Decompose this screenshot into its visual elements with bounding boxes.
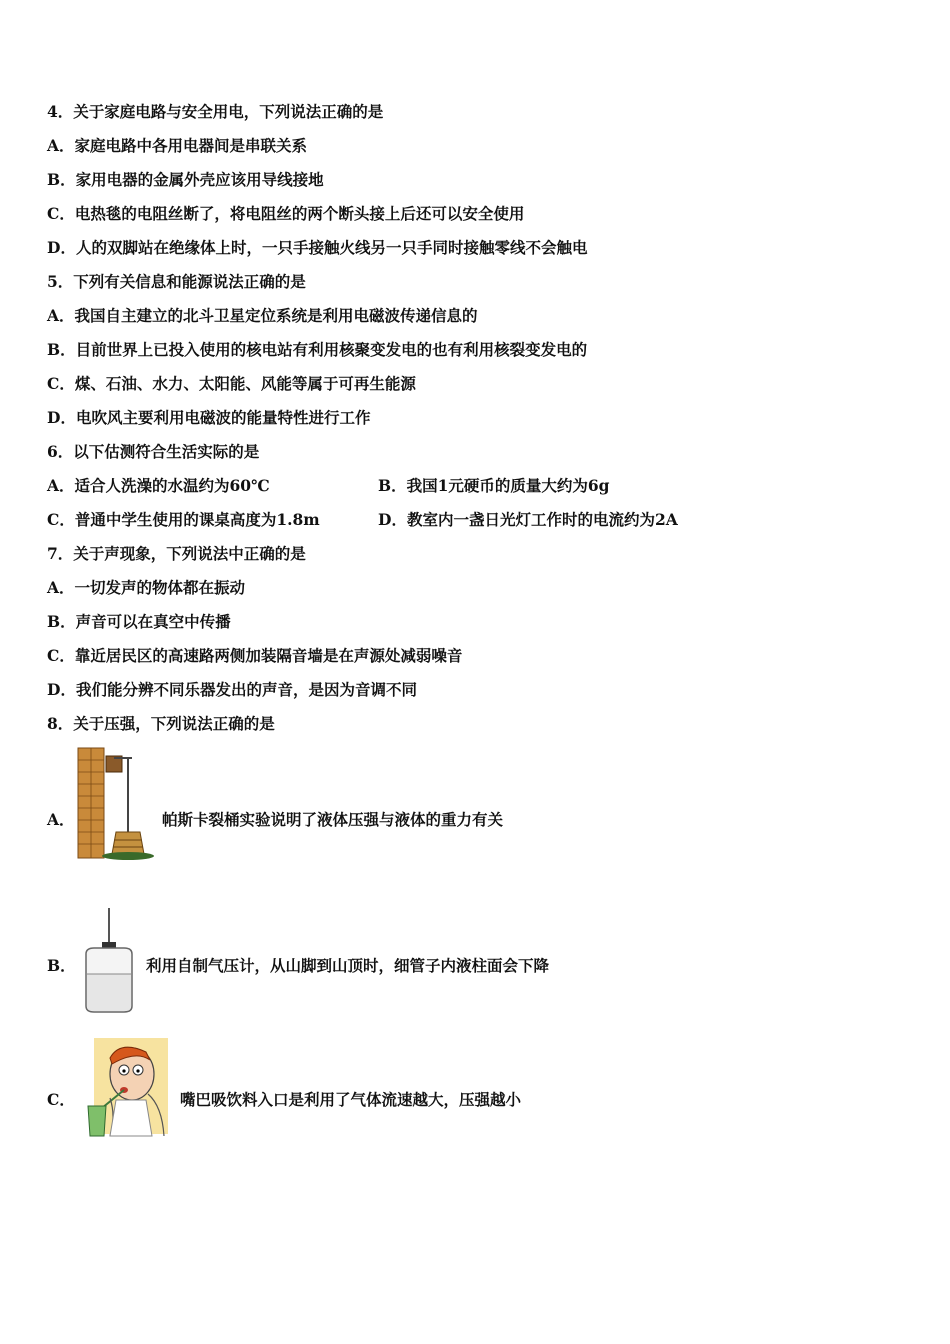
q7-stem: 7．关于声现象，下列说法中正确的是 xyxy=(47,544,306,563)
q5-stem: 5．下列有关信息和能源说法正确的是 xyxy=(47,272,306,291)
q7-option-d: D．我们能分辨不同乐器发出的声音，是因为音调不同 xyxy=(47,680,417,699)
q7-option-c: C．靠近居民区的高速路两侧加装隔音墙是在声源处减弱噪音 xyxy=(47,646,463,665)
pascal-barrel-illustration xyxy=(76,746,156,862)
q4-stem: 4．关于家庭电路与安全用电，下列说法正确的是 xyxy=(47,102,384,121)
q4-option-d: D．人的双脚站在绝缘体上时，一只手接触火线另一只手同时接触零线不会触电 xyxy=(47,238,588,257)
q8-option-a-text: 帕斯卡裂桶实验说明了液体压强与液体的重力有关 xyxy=(162,810,504,829)
q6-option-a: A．适合人洗澡的水温约为60℃ xyxy=(47,476,270,495)
q8-stem: 8．关于压强，下列说法正确的是 xyxy=(47,714,275,733)
q7-option-b: B．声音可以在真空中传播 xyxy=(47,612,231,631)
q6-option-b: B．我国1元硬币的质量大约为6g xyxy=(378,476,610,495)
q5-option-d: D．电吹风主要利用电磁波的能量特性进行工作 xyxy=(47,408,371,427)
q4-option-b: B．家用电器的金属外壳应该用导线接地 xyxy=(47,170,324,189)
q8-option-c-letter: C． xyxy=(47,1090,75,1109)
homemade-barometer-illustration xyxy=(80,906,138,1016)
q6-option-d: D．教室内一盏日光灯工作时的电流约为2A xyxy=(378,510,678,529)
q8-option-b-text: 利用自制气压计，从山脚到山顶时，细管子内液柱面会下降 xyxy=(146,956,550,975)
q8-option-a-letter: A． xyxy=(47,810,75,829)
q8-option-b-letter: B． xyxy=(47,956,76,975)
q4-option-c: C．电热毯的电阻丝断了，将电阻丝的两个断头接上后还可以安全使用 xyxy=(47,204,525,223)
boy-drinking-straw-illustration xyxy=(80,1036,170,1140)
q4-option-a: A．家庭电路中各用电器间是串联关系 xyxy=(47,136,308,155)
q5-option-b: B．目前世界上已投入使用的核电站有利用核聚变发电的也有利用核裂变发电的 xyxy=(47,340,588,359)
q7-option-a: A．一切发声的物体都在振动 xyxy=(47,578,246,597)
q5-option-c: C．煤、石油、水力、太阳能、风能等属于可再生能源 xyxy=(47,374,416,393)
q6-stem: 6．以下估测符合生活实际的是 xyxy=(47,442,260,461)
q6-option-c: C．普通中学生使用的课桌高度为1.8m xyxy=(47,510,320,529)
q5-option-a: A．我国自主建立的北斗卫星定位系统是利用电磁波传递信息的 xyxy=(47,306,478,325)
q8-option-c-text: 嘴巴吸饮料入口是利用了气体流速越大，压强越小 xyxy=(180,1090,522,1109)
